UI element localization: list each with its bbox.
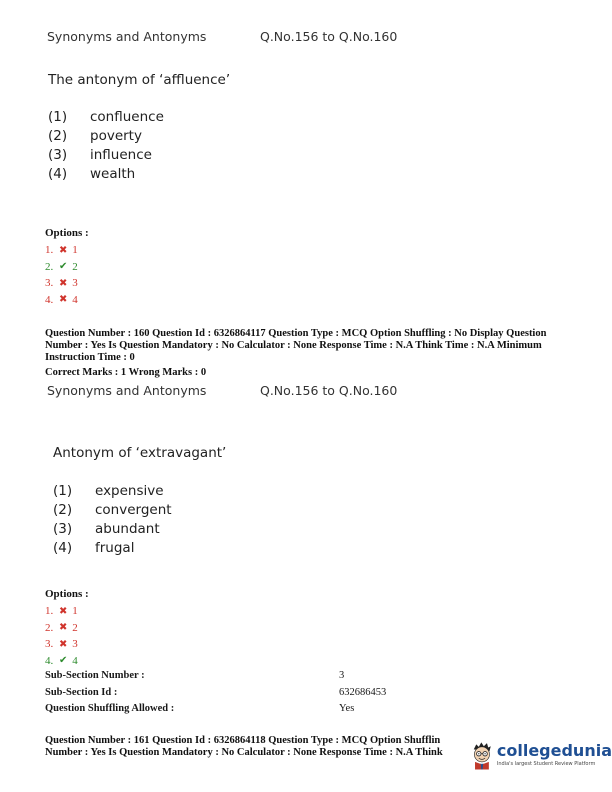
section-header-right: Q.No.156 to Q.No.160 <box>260 29 398 44</box>
cross-icon: ✖ <box>59 294 68 306</box>
option-item <box>45 636 78 653</box>
option-number: 2. <box>45 260 54 273</box>
metadata-line: Question Number : 161 Question Id : 6326864118 Question Type : MCQ Option Shufflin <box>45 735 441 746</box>
choice-item <box>53 540 172 559</box>
choice-item <box>48 109 164 128</box>
cross-icon: ✖ <box>59 605 68 617</box>
option-number: 4. <box>45 654 54 667</box>
option-value: 4 <box>72 293 78 306</box>
subsection-value: 3 <box>339 670 345 681</box>
subsection-key: Question Shuffling Allowed : <box>45 703 175 714</box>
option-item <box>45 603 78 620</box>
subsection-value: 632686453 <box>339 686 387 698</box>
option-value: 1 <box>72 605 78 618</box>
subsection-key: Sub-Section Number : <box>45 670 145 681</box>
subsection-value: Yes <box>339 703 355 714</box>
option-value: 4 <box>72 654 78 667</box>
metadata-line: Instruction Time : 0 <box>45 352 135 364</box>
question-text: Antonym of ‘extravagant’ <box>53 445 227 461</box>
option-item <box>45 653 78 670</box>
option-item <box>45 620 78 637</box>
choice-text: poverty <box>90 128 142 144</box>
choice-number: (3) <box>48 147 68 163</box>
option-value: 3 <box>72 277 78 290</box>
choice-number: (1) <box>53 483 73 499</box>
section-header-right: Q.No.156 to Q.No.160 <box>260 383 398 398</box>
collegedunia-logo <box>470 732 612 778</box>
logo-name: collegedunia <box>496 741 612 760</box>
option-value: 3 <box>72 638 78 651</box>
metadata-line: Question Number : 160 Question Id : 6326864117 Question Type : MCQ Option Shuffling : No Display Question <box>45 328 547 339</box>
option-item <box>45 242 78 259</box>
subsection-row <box>45 703 386 720</box>
choice-item <box>48 128 164 147</box>
cross-icon: ✖ <box>59 244 68 256</box>
choice-text: influence <box>90 147 152 163</box>
metadata-line: Number : Yes Is Question Mandatory : No Calculator : None Response Time : N.A Think Time : N.A Minimum <box>45 340 542 352</box>
choice-number: (4) <box>48 166 68 182</box>
check-icon: ✔ <box>59 261 68 273</box>
choice-number: (3) <box>53 521 73 537</box>
option-value: 1 <box>72 244 78 257</box>
options-label: Options : <box>45 588 89 600</box>
option-number: 2. <box>45 621 54 634</box>
section-header-left: Synonyms and Antonyms <box>47 383 207 398</box>
choice-text: confluence <box>90 109 164 125</box>
choice-text: abundant <box>95 521 160 537</box>
choice-number: (4) <box>53 540 73 556</box>
option-number: 3. <box>45 638 54 651</box>
option-item <box>45 292 78 309</box>
option-item <box>45 259 78 276</box>
subsection-key: Sub-Section Id : <box>45 686 118 698</box>
options-label: Options : <box>45 227 89 239</box>
check-icon: ✔ <box>59 655 68 667</box>
choice-text: convergent <box>95 502 172 518</box>
option-number: 1. <box>45 244 54 257</box>
choice-text: expensive <box>95 483 164 499</box>
choice-item <box>53 483 172 502</box>
choice-list <box>53 483 172 559</box>
question-metadata <box>45 735 459 759</box>
choice-item <box>48 147 164 166</box>
subsection-row <box>45 687 386 704</box>
choice-number: (2) <box>48 128 68 144</box>
option-value: 2 <box>72 260 78 273</box>
choice-item <box>53 502 172 521</box>
section-header-left: Synonyms and Antonyms <box>47 29 207 44</box>
options-list <box>45 603 78 669</box>
cross-icon: ✖ <box>59 638 68 650</box>
question-metadata <box>45 328 585 379</box>
option-number: 4. <box>45 293 54 306</box>
choice-text: frugal <box>95 540 135 556</box>
choice-text: wealth <box>90 166 136 182</box>
cross-icon: ✖ <box>59 277 68 289</box>
subsection-row <box>45 670 386 687</box>
option-number: 1. <box>45 605 54 618</box>
option-value: 2 <box>72 621 78 634</box>
question-text: The antonym of ‘affluence’ <box>48 72 231 88</box>
choice-item <box>48 166 164 185</box>
cross-icon: ✖ <box>59 622 68 634</box>
choice-number: (1) <box>48 109 68 125</box>
choice-list <box>48 109 164 185</box>
metadata-marks: Correct Marks : 1 Wrong Marks : 0 <box>45 366 207 378</box>
option-item <box>45 275 78 292</box>
option-number: 3. <box>45 277 54 290</box>
choice-item <box>53 521 172 540</box>
metadata-line: Number : Yes Is Question Mandatory : No Calculator : None Response Time : N.A Think <box>45 747 443 759</box>
student-mascot-icon <box>470 732 494 778</box>
options-list <box>45 242 78 308</box>
choice-number: (2) <box>53 502 73 518</box>
subsection-info <box>45 670 386 720</box>
logo-tagline: India's largest Student Review Platform <box>496 761 596 767</box>
